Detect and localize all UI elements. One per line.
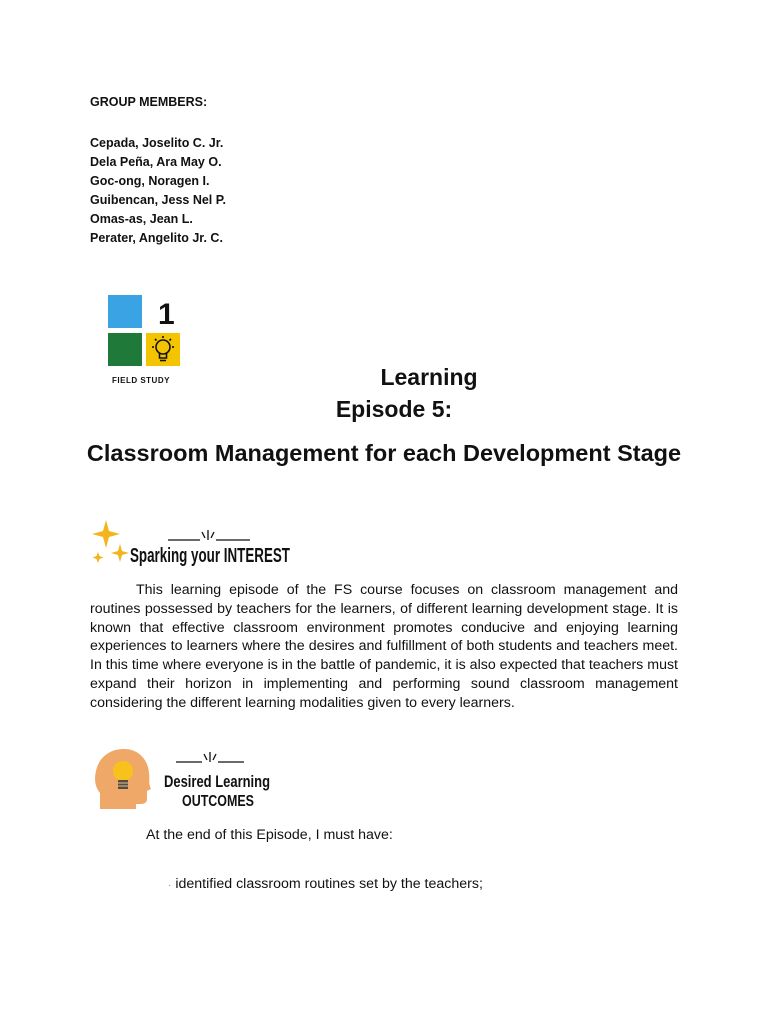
member-name: Dela Peña, Ara May O. [90,155,222,169]
banner-rule [168,530,250,540]
bullet-icon: · [168,880,172,891]
member-name: Cepada, Joselito C. Jr. [90,136,224,150]
outcome-item [168,876,483,892]
desired-learning-outcomes-banner [94,743,276,813]
banner-rule [176,752,244,762]
outcome-item-text: identified classroom routines set by the teachers; [175,876,483,892]
member-name: Goc-ong, Noragen I. [90,174,210,188]
episode-title: Classroom Management for each Development Stage [86,440,682,466]
intro-paragraph: This learning episode of the FS course focuses on classroom management and routines possessed by teachers for the learners, of different learning development stage. It is known that effective classroom environment promotes conducive and enjoying learning experiences to learners where the desires and fulfillment of both students and teachers meet. In this time where everyone is in the battle of pandemic, it is also expected that teachers must expand their horizon in implementing and performing sound classroom management considering the different learning modalities given to every learners. [90,582,678,711]
outcomes-label-line1: Desired Learning [164,772,270,791]
sparkles-icon [92,520,129,563]
sparking-label: Sparking your INTEREST [130,545,290,567]
sparking-interest-banner [92,518,294,570]
logo-caption: FIELD STUDY [112,376,170,385]
outcomes-label-line2: OUTCOMES [182,793,255,810]
heading-learning: Learning [380,364,478,390]
member-name: Perater, Angelito Jr. C. [90,231,223,245]
member-name: Omas-as, Jean L. [90,212,193,226]
outcomes-intro: At the end of this Episode, I must have: [146,827,393,843]
logo-number: 1 [158,298,175,331]
heading-episode: Episode 5: [335,396,453,422]
member-name: Guibencan, Jess Nel P. [90,193,226,207]
head-lightbulb-icon [95,749,151,809]
group-members-heading: GROUP MEMBERS: [90,95,208,109]
group-members-list [90,134,226,248]
